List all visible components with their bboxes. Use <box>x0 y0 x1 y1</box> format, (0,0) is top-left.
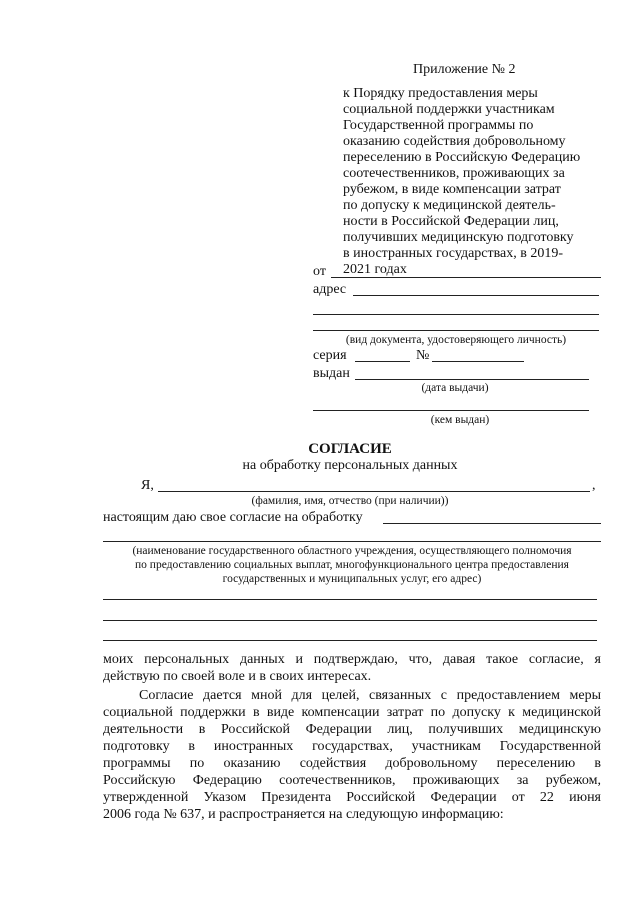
institution-hint-line: государственных и муниципальных услуг, его адрес) <box>222 573 482 585</box>
appendix-line: социальной поддержки участникам <box>343 102 555 117</box>
appendix-line: получивших медицинскую подготовку <box>343 230 574 245</box>
series-label: серия <box>313 348 347 363</box>
paragraph-line: подготовку в иностранных государствах, участникам Государственной <box>103 739 601 754</box>
paragraph-line: моих персональных данных и подтверждаю, что, давая такое согласие, я <box>103 652 601 667</box>
address-field-line-2[interactable] <box>313 314 599 315</box>
institution-hint-line: по предоставлению социальных выплат, многофункционального центра предоставления <box>135 559 569 571</box>
paragraph-line: социальной поддержки в виде компенсации затрат по допуску к медицинской <box>103 705 601 720</box>
paragraph-2 <box>103 687 601 823</box>
paragraph-line: Российскую Федерацию соотечественников, проживающих за рубежом, <box>103 773 601 788</box>
paragraph-line: действую по своей воле и в своих интересах. <box>103 669 372 684</box>
address-label: адрес <box>313 282 347 297</box>
number-label: № <box>416 348 430 363</box>
institution-field-line-2[interactable] <box>103 541 601 542</box>
issued-label: выдан <box>313 366 350 381</box>
paragraph-line: утвержденной Указом Президента Российской Федерации от 22 июня <box>103 790 601 805</box>
issue-date-field[interactable] <box>355 379 589 380</box>
paragraph-line: программы по оказанию содействия добровольному переселению в <box>103 756 601 771</box>
series-field[interactable] <box>355 361 410 362</box>
comma: , <box>592 478 596 493</box>
appendix-line: соотечественников, проживающих за <box>343 166 565 181</box>
give-consent-label: настоящим даю свое согласие на обработку <box>103 510 363 525</box>
from-label: от <box>313 264 326 279</box>
issue-date-hint: (дата выдачи) <box>421 382 489 394</box>
appendix-line: ности в Российской Федерации лиц, <box>343 214 559 229</box>
from-field[interactable] <box>331 277 601 278</box>
document-type-hint: (вид документа, удостоверяющего личность) <box>345 334 567 346</box>
address-field[interactable] <box>353 295 599 296</box>
number-field[interactable] <box>432 361 524 362</box>
appendix-text <box>343 86 603 278</box>
fio-field[interactable] <box>158 491 590 492</box>
appendix-line: переселению в Российскую Федерацию <box>343 150 581 165</box>
appendix-line: по допуску к медицинской деятель- <box>343 198 556 213</box>
consent-title: СОГЛАСИЕ <box>308 441 392 457</box>
appendix-line: в иностранных государствах, в 2019- <box>343 246 564 261</box>
paragraph-line: 2006 года № 637, и распространяется на следующую информацию: <box>103 807 504 822</box>
institution-hint-line: (наименование государственного областного учреждения, осуществляющего полномочия <box>132 545 572 557</box>
institution-field-line-3[interactable] <box>103 599 597 600</box>
paragraph-line: деятельности в Российской Федерации лиц, получивших медицинскую <box>103 722 601 737</box>
institution-hint <box>103 544 601 586</box>
issued-by-field[interactable] <box>313 410 589 411</box>
institution-field[interactable] <box>383 523 601 524</box>
institution-field-line-5[interactable] <box>103 640 597 641</box>
i-label: Я, <box>141 478 154 493</box>
institution-field-line-4[interactable] <box>103 620 597 621</box>
appendix-title: Приложение № 2 <box>413 62 516 77</box>
appendix-line: оказанию содействия добровольному <box>343 134 566 149</box>
appendix-line: к Порядку предоставления меры <box>343 86 538 101</box>
appendix-line: Государственной программы по <box>343 118 534 133</box>
document-type-field[interactable] <box>313 330 599 331</box>
paragraph-line: Согласие дается мной для целей, связанных с предоставлением меры <box>139 688 601 703</box>
consent-subtitle: на обработку персональных данных <box>242 458 458 473</box>
fio-hint: (фамилия, имя, отчество (при наличии)) <box>251 495 449 507</box>
paragraph-1 <box>103 651 601 685</box>
issued-by-hint: (кем выдан) <box>430 414 490 426</box>
appendix-line: рубежом, в виде компенсации затрат <box>343 182 561 197</box>
appendix-line: 2021 годах <box>343 262 407 277</box>
